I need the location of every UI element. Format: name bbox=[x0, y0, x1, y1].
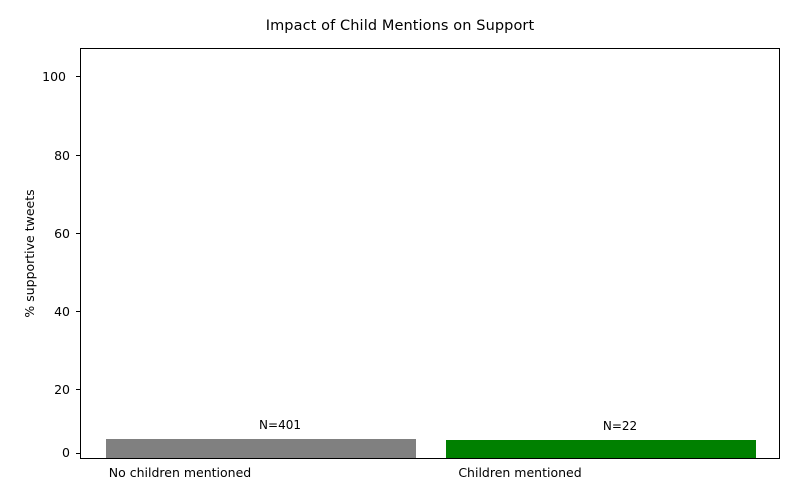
y-axis-label: % supportive tweets bbox=[22, 189, 37, 318]
y-tick-label-3: 60 bbox=[54, 226, 70, 241]
bar-label-no-children-mentioned: N=401 bbox=[259, 417, 301, 432]
x-tick-label-children-mentioned: Children mentioned bbox=[458, 465, 582, 480]
y-tick-label-5: 100 bbox=[42, 69, 66, 84]
y-tick-label-4: 80 bbox=[54, 148, 70, 163]
y-tick-label-1: 20 bbox=[54, 382, 70, 397]
y-tick-label-2: 40 bbox=[54, 304, 70, 319]
plot-area bbox=[80, 48, 780, 459]
chart-title: Impact of Child Mentions on Support bbox=[265, 18, 535, 34]
x-tick-label-no-children-mentioned: No children mentioned bbox=[108, 465, 252, 480]
bar-label-children-mentioned: N=22 bbox=[602, 419, 638, 434]
bar-children-mentioned[interactable] bbox=[446, 440, 756, 458]
y-tick-label-0: 0 bbox=[62, 445, 70, 460]
bar-no-children-mentioned[interactable] bbox=[106, 439, 416, 458]
